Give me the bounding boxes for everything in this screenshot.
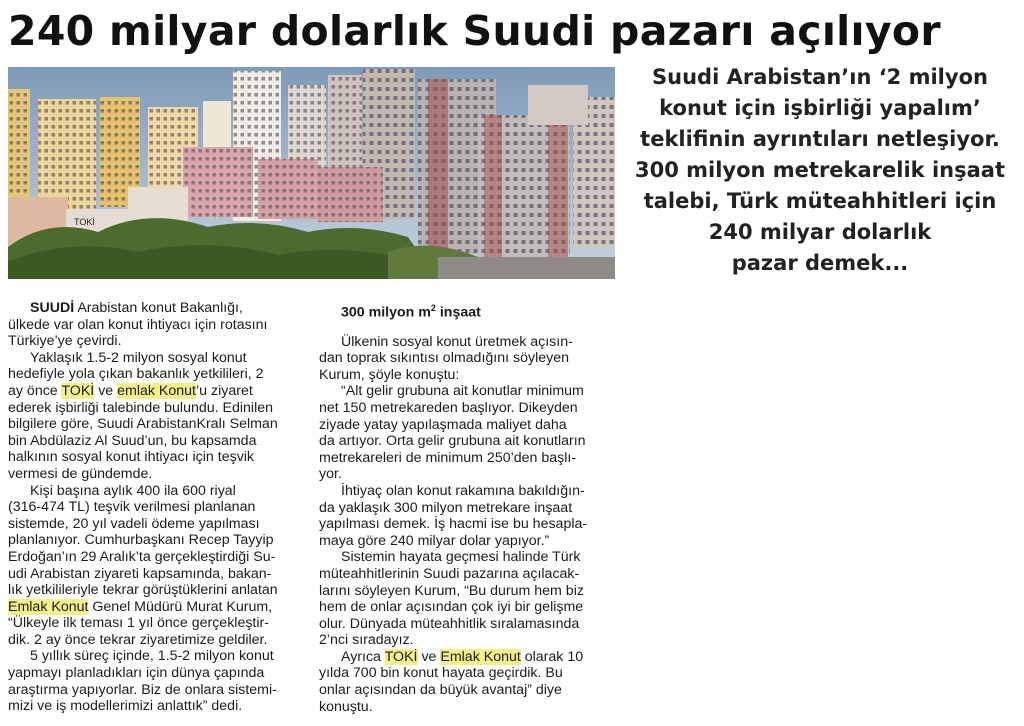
subheading-text: 300 milyon m <box>341 304 431 321</box>
body-line: Kişi başına aylık 400 ila 600 riyal <box>30 482 236 499</box>
highlight-emlak-konut: Emlak Konut <box>440 648 521 665</box>
standfirst-line: pazar demek... <box>731 251 909 275</box>
body-text: ve <box>94 382 118 399</box>
body-line: müteahhitlerinin Suudi pazarına açılacak- <box>319 565 580 582</box>
body-line: Türkiye’ye çevirdi. <box>8 333 122 350</box>
body-text: Genel Müdürü Murat Kurum, <box>88 598 273 615</box>
body-line: da yaklaşık 300 milyon metrekare inşaat <box>319 499 573 516</box>
subheading-text: inşaat <box>435 304 481 321</box>
body-line: onlar açısından da büyük avantaj” diye <box>319 682 562 699</box>
body-text: Arabistan konut Bakanlığı, <box>74 300 243 316</box>
body-line: yapmayı planladıkları için dünya çapında <box>8 665 265 682</box>
body-text: Ayrıca <box>341 648 385 665</box>
standfirst-line: teklifinin ayrıntıları netleşiyor. <box>640 127 1000 151</box>
body-line: ziyade yatay yapılaşmada maliyet daha <box>319 416 567 433</box>
body-line: 5 yıllık süreç içinde, 1.5-2 milyon konut <box>30 648 274 665</box>
highlight-toki: TOKİ <box>384 648 418 665</box>
body-line: dik. 2 ay önce tekrar ziyaretimize geldiler. <box>8 631 268 648</box>
standfirst-line: 300 milyon metrekarelik inşaat <box>634 158 1005 182</box>
body-line <box>319 649 621 666</box>
housing-photo <box>8 67 615 279</box>
article-column-1 <box>8 300 313 715</box>
body-line: yor. <box>319 466 342 483</box>
body-line: larını söyleyen Kurum, “Bu durum hem biz <box>319 582 584 599</box>
body-line: ülkede var olan konut ihtiyacı için rotasını <box>8 316 268 333</box>
standfirst <box>622 62 1018 279</box>
body-line: dan toprak sıkıntısı olmadığını söyleyen <box>319 350 569 367</box>
body-line: Kurum, şöyle konuştu: <box>319 366 460 383</box>
body-text: ’u ziyaret <box>196 382 253 399</box>
body-line: hem de onlar açısından çok iyi bir gelişme <box>319 599 584 616</box>
body-line: konuştu. <box>319 698 373 715</box>
body-line: da artıyor. Orta gelir grubuna ait konutların <box>319 433 586 450</box>
lead-word: SUUDİ <box>30 300 75 316</box>
body-line: metrekareleri de minimum 250’den başlı- <box>319 449 577 466</box>
body-line: yapılması demek. İş hacmi ise bu hesapla- <box>319 516 588 533</box>
body-line: mizi ve iş modellerimizi anlattık” dedi. <box>8 698 243 715</box>
body-line: net 150 metrekareden başlıyor. Dikeyden <box>319 399 578 416</box>
body-line: Ülkenin sosyal konut üretmek açısın- <box>341 333 573 350</box>
highlight-emlak-konut: Emlak Konut <box>8 598 89 615</box>
body-line: 2’nci sıradayız. <box>319 632 414 649</box>
standfirst-line: konut için işbirliği yapalım’ <box>659 96 981 120</box>
body-text: ay önce <box>8 382 62 399</box>
superscript: 2 <box>430 303 436 313</box>
body-line: Erdoğan’ın 29 Aralık’ta gerçekleştirdiği Su- <box>8 548 276 565</box>
body-line: vermesi de gündemde. <box>8 465 153 482</box>
body-line: “Alt gelir grubuna ait konutlar minimum <box>341 383 584 400</box>
body-line: Sistemin hayata geçmesi halinde Türk <box>341 549 581 566</box>
body-line: araştırma yapıyorlar. Biz de onlara sistemi- <box>8 681 277 698</box>
body-line: lık yetkilileriyle tekrar görüştüklerini anlatan <box>8 582 278 599</box>
body-line: maya göre 240 milyar dolar yapıyor.” <box>319 532 550 549</box>
body-line <box>8 300 313 317</box>
body-line <box>8 599 313 616</box>
body-line: bin Abdülaziz Al Suud’un, bu kapsamda <box>8 432 257 449</box>
highlight-emlak-konut: emlak Konut <box>117 382 196 399</box>
body-line: ederek işbirliği talebinde bulundu. Edinilen <box>8 399 274 416</box>
body-line: sistemde, 20 yıl vadeli ödeme yapılması <box>8 515 260 532</box>
body-line: Yaklaşık 1.5-2 milyon sosyal konut <box>30 349 247 366</box>
body-line <box>8 383 313 400</box>
body-line: olur. Dünyada müteahhitlik sıralamasında <box>319 615 580 632</box>
body-line: planlanıyor. Cumhurbaşkanı Recep Tayyip <box>8 532 274 549</box>
standfirst-line: talebi, Türk müteahhitleri için <box>643 189 997 213</box>
article-column-2 <box>319 300 621 715</box>
highlight-toki: TOKİ <box>61 382 95 399</box>
body-line: halkının sosyal konut ihtiyacı için teşvik <box>8 449 255 466</box>
toki-sign: TOKİ <box>74 217 95 227</box>
body-line: bilgilere göre, Suudi ArabistanKralı Selman <box>8 416 278 433</box>
body-text: olarak 10 <box>520 648 584 665</box>
body-line: “Ülkeyle ilk teması 1 yıl önce gerçekleştir- <box>8 615 269 632</box>
body-line: udi Arabistan ziyareti kapsamında, bakan- <box>8 565 272 582</box>
standfirst-line: Suudi Arabistan’ın ‘2 milyon <box>652 65 988 89</box>
body-line: hedefiyle yola çıkan bakanlık yetkilileri, 2 <box>8 366 264 383</box>
body-text: ve <box>417 648 441 665</box>
subheading <box>319 300 621 321</box>
body-line: (316-474 TL) teşvik verilmesi planlanan <box>8 499 256 516</box>
body-line: yılda 700 bin konut hayata geçirdik. Bu <box>319 665 563 682</box>
headline: 240 milyar dolarlık Suudi pazarı açılıyor <box>8 7 941 55</box>
standfirst-line: 240 milyar dolarlık <box>708 220 932 244</box>
body-line: İhtiyaç olan konut rakamına bakıldığın- <box>341 482 585 499</box>
